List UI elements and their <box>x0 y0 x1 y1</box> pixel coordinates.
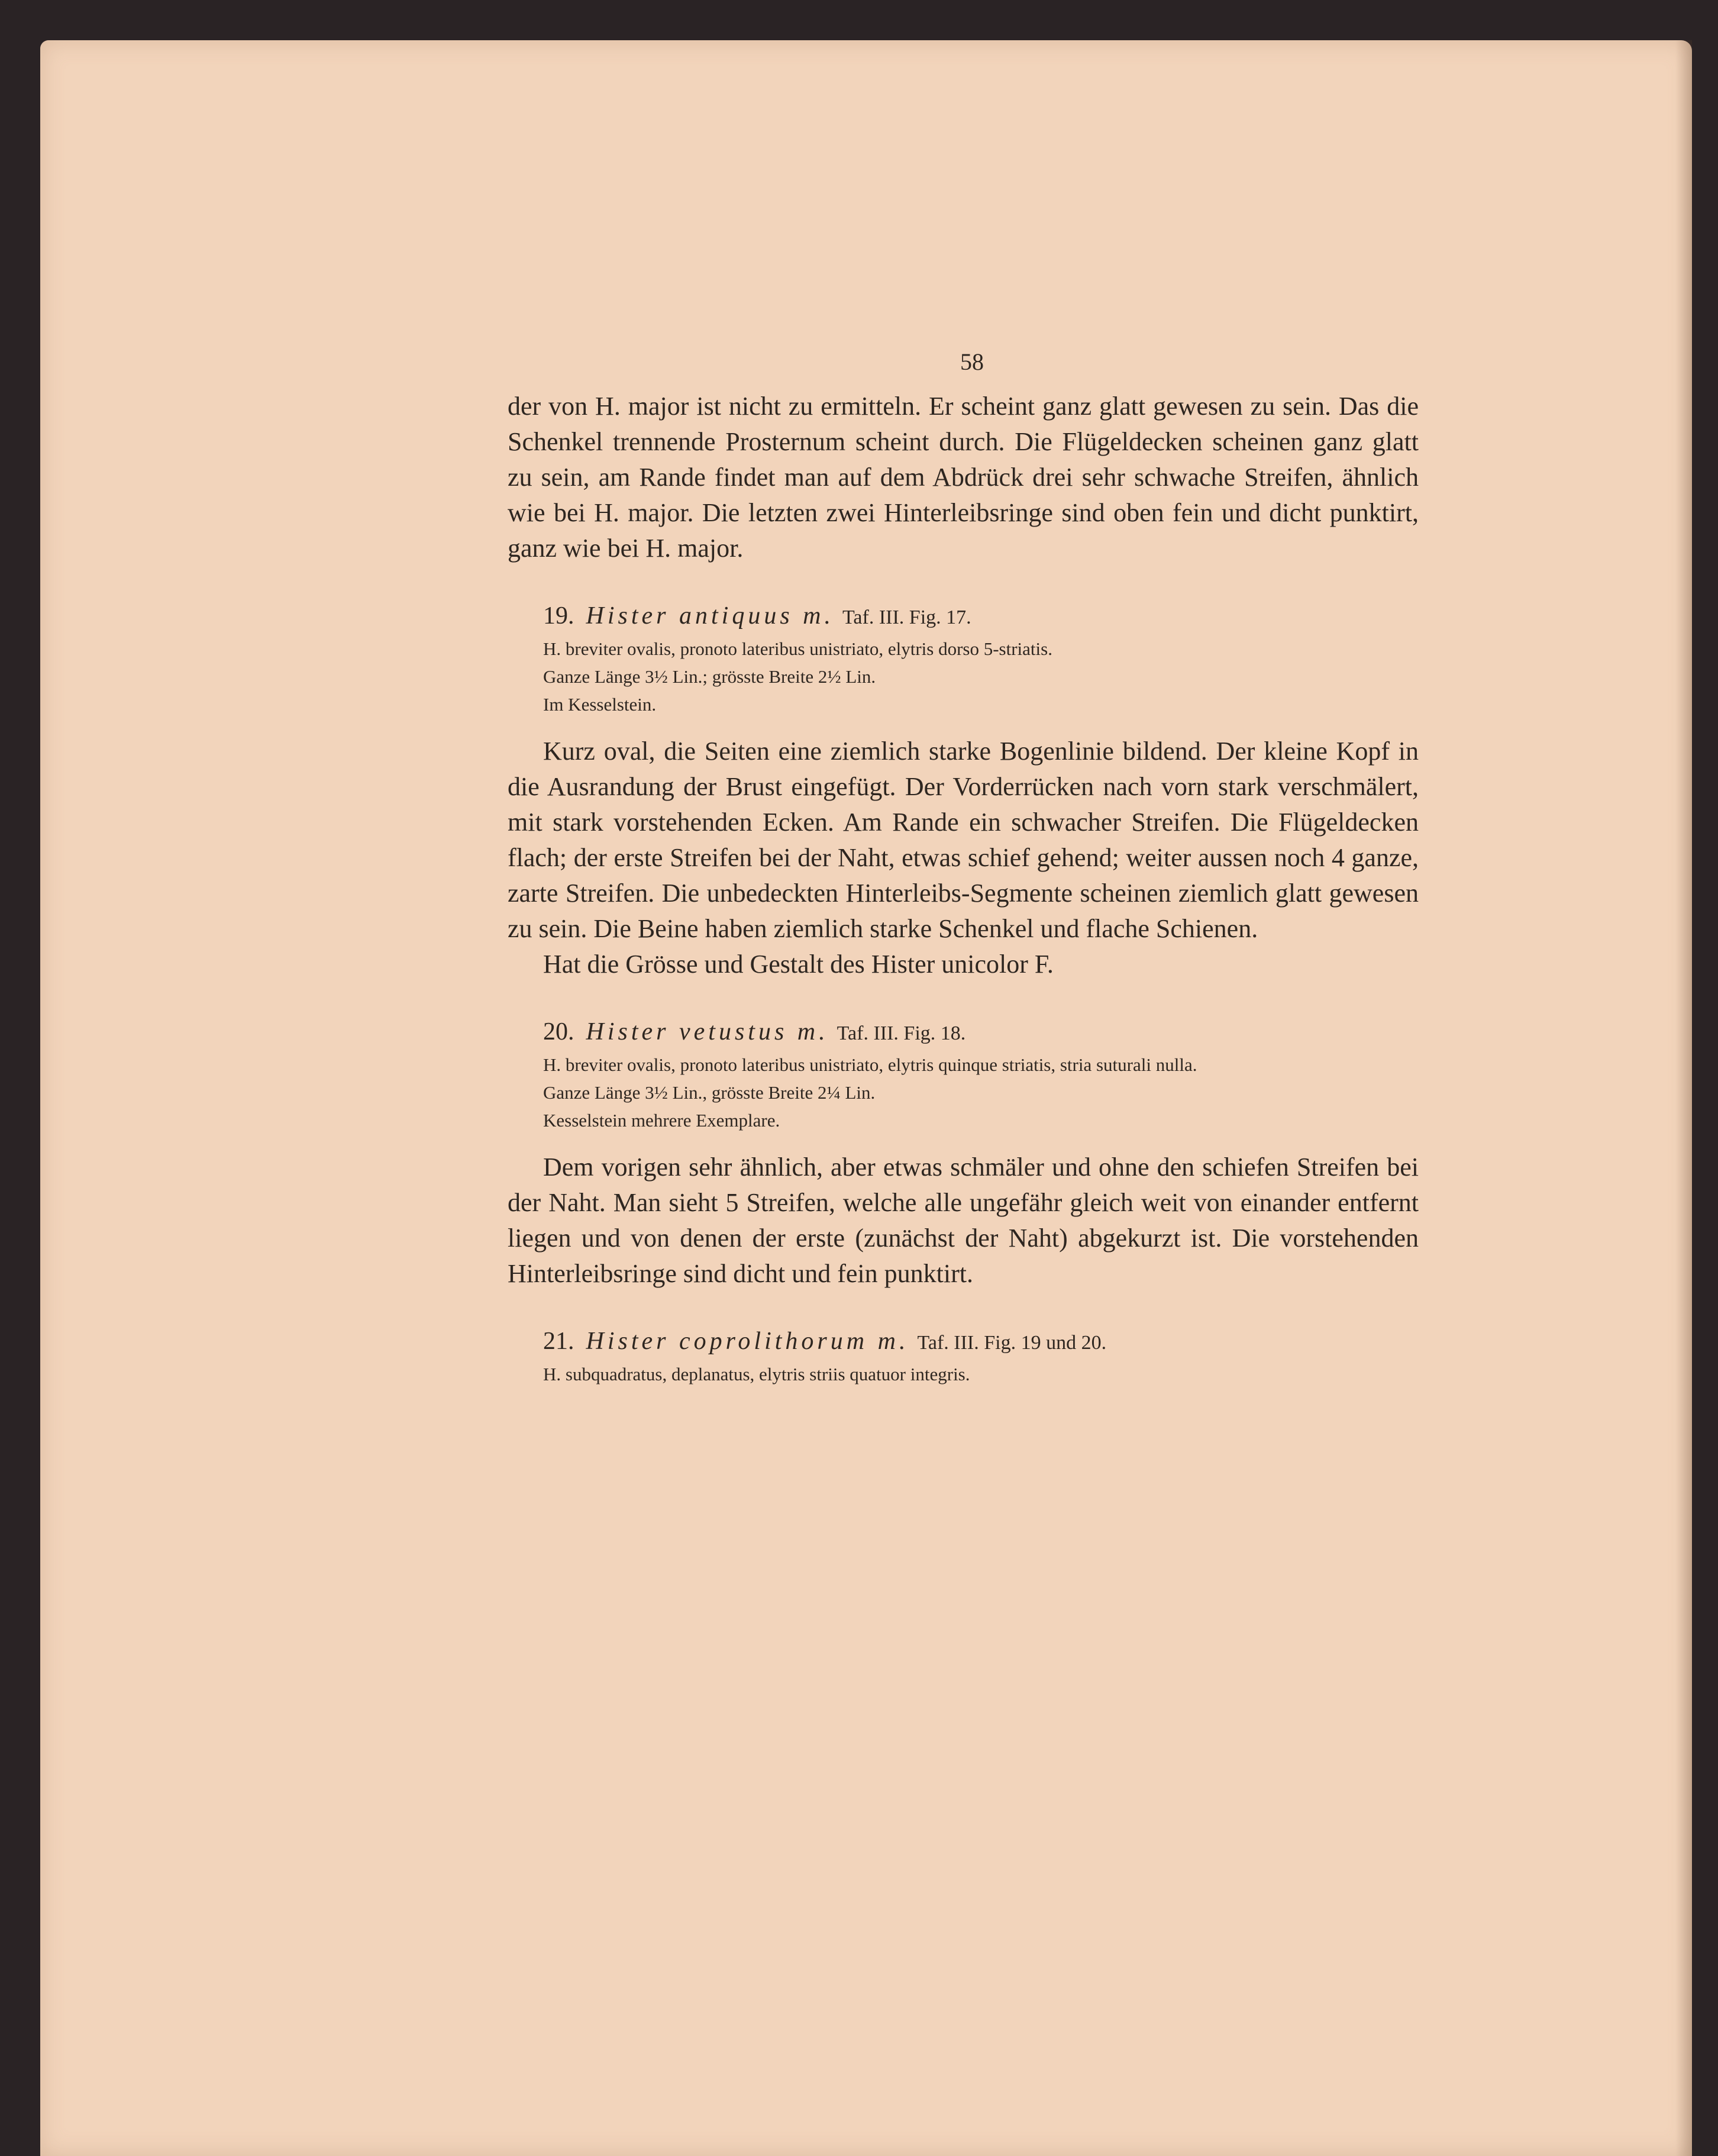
entry-20-heading <box>508 1018 1419 1046</box>
plate-reference: Taf. III. Fig. 17. <box>842 606 971 628</box>
species-name: Hister antiquus m. <box>586 602 835 630</box>
book-page <box>40 40 1692 2156</box>
entry-20-description: Dem vorigen sehr ähnlich, aber etwas schmäler und ohne den schiefen Streifen bei der Naht. Man sieht 5 Streifen, welche alle ungefähr gleich weit von einander entfernt liegen und von denen der erste (zunächst der Naht) abgekurzt ist. Die vorstehenden Hinterleibsringe sind dicht und fein punktirt. <box>508 1153 1419 1288</box>
entry-20-diagnosis: H. breviter ovalis, pronoto lateribus unistriato, elytris quinque striatis, stria suturali nulla. <box>543 1054 1197 1075</box>
entry-number: 20. <box>543 1018 574 1045</box>
page-fold-shadow <box>1675 40 1692 2156</box>
entry-19-locality: Im Kesselstein. <box>543 694 657 715</box>
page-number: 58 <box>960 348 984 375</box>
entry-19-diagnosis: H. breviter ovalis, pronoto lateribus unistriato, elytris dorso 5-striatis. <box>543 638 1052 659</box>
entry-19-size: Ganze Länge 3½ Lin.; grösste Breite 2½ Lin. <box>543 666 876 687</box>
entry-19-comparison: Hat die Grösse und Gestalt des Hister unicolor F. <box>543 950 1054 979</box>
page-content <box>508 348 1419 1388</box>
entry-19-heading <box>508 602 1419 630</box>
plate-reference: Taf. III. Fig. 18. <box>837 1022 966 1044</box>
intro-paragraph: der von H. major ist nicht zu ermitteln. Er scheint ganz glatt gewesen zu sein. Das die Schenkel trennende Prosternum scheint durch. Die Flügeldecken scheinen ganz glatt zu sein, am Rande findet man auf dem Abdrück drei sehr schwache Streifen, ähnlich wie bei H. major. Die letzten zwei Hinterleibsringe sind oben fein und dicht punktirt, ganz wie bei H. major. <box>508 392 1419 563</box>
entry-21-diagnosis: H. subquadratus, deplanatus, elytris striis quatuor integris. <box>543 1364 970 1384</box>
entry-number: 21. <box>543 1328 574 1355</box>
entry-20-locality: Kesselstein mehrere Exemplare. <box>543 1110 780 1131</box>
species-name: Hister coprolithorum m. <box>586 1328 909 1355</box>
species-name: Hister vetustus m. <box>586 1018 829 1045</box>
entry-20-size: Ganze Länge 3½ Lin., grösste Breite 2¼ Lin. <box>543 1082 876 1103</box>
entry-19-description: Kurz oval, die Seiten eine ziemlich starke Bogenlinie bildend. Der kleine Kopf in die Ausrandung der Brust eingefügt. Der Vorderrücken nach vorn stark verschmälert, mit stark vorstehenden Ecken. Am Rande ein schwacher Streifen. Die Flügeldecken flach; der erste Streifen bei der Naht, etwas schief gehend; weiter aussen noch 4 ganze, zarte Streifen. Die unbedeckten Hinterleibs-Segmente scheinen ziemlich glatt gewesen zu sein. Die Beine haben ziemlich starke Schenkel und flache Schienen. <box>508 737 1419 943</box>
entry-number: 19. <box>543 602 574 630</box>
plate-reference: Taf. III. Fig. 19 und 20. <box>917 1332 1107 1354</box>
entry-21-heading <box>508 1327 1419 1355</box>
